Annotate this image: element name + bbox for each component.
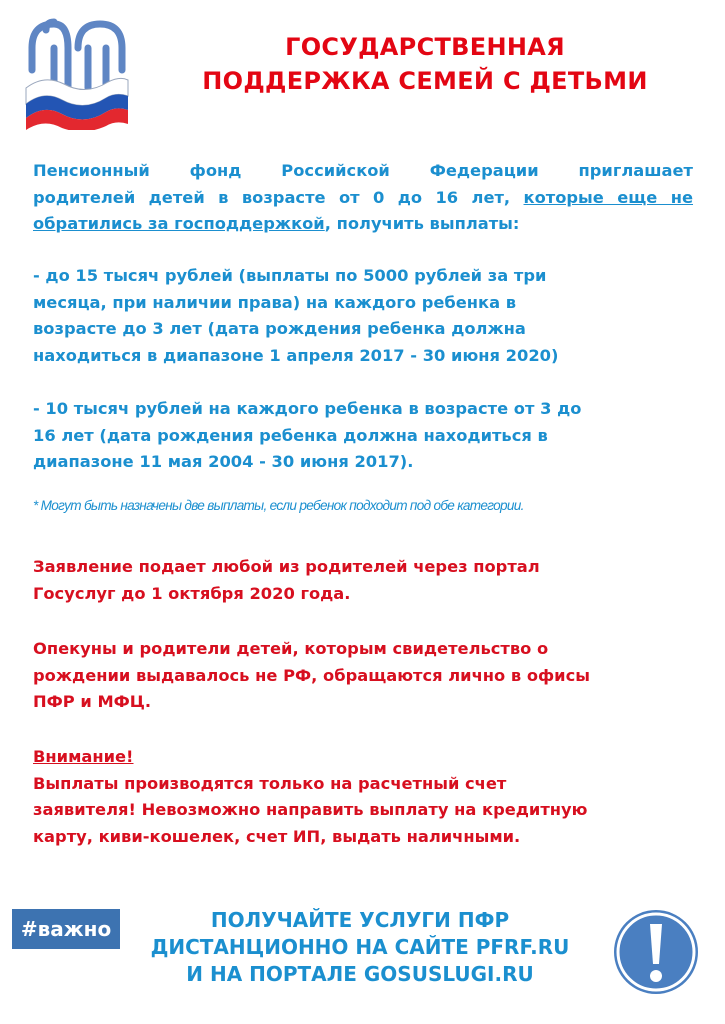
- footer-line: ПОЛУЧАЙТЕ УСЛУГИ ПФР: [210, 908, 510, 932]
- pfr-logo-icon: [24, 18, 134, 130]
- footnote: * Могут быть назначены две выплаты, если ребенок подходит под обе категории.: [33, 498, 524, 513]
- intro-line-2: [33, 185, 693, 212]
- attention-paragraph: [33, 744, 693, 851]
- page-title: [130, 30, 720, 98]
- benefit-1-line: - до 15 тысяч рублей (выплаты по 5000 рублей за три: [33, 266, 547, 285]
- title-line-1: ГОСУДАРСТВЕННАЯ: [285, 33, 565, 61]
- benefit-item-2: [33, 396, 693, 476]
- footer-callout: [130, 907, 590, 988]
- guardians-line: рождении выдавалось не РФ, обращаются лично в офисы: [33, 665, 590, 685]
- intro-link-part-1: которые еще не: [523, 187, 693, 207]
- benefit-2-line: 16 лет (дата рождения ребенка должна находиться в: [33, 425, 548, 445]
- benefit-1-line: возрасте до 3 лет (дата рождения ребенка должна: [33, 319, 526, 339]
- benefit-1-line: находиться в диапазоне 1 апреля 2017 - 30 июня 2020): [33, 346, 559, 366]
- guardians-paragraph: [33, 636, 693, 716]
- benefit-1-line: месяца, при наличии права) на каждого ребенка в: [33, 292, 517, 312]
- benefit-2-line: - 10 тысяч рублей на каждого ребенка в возрасте от 3 до: [33, 399, 582, 418]
- intro-paragraph: [33, 158, 693, 238]
- hashtag-badge: #важно: [12, 909, 120, 949]
- intro-link-part-2: обратились за господдержкой: [33, 214, 325, 234]
- footer-line: И НА ПОРТАЛЕ GOSUSLUGI.RU: [186, 962, 534, 986]
- footer-line: ДИСТАНЦИОННО НА САЙТЕ PFRF.RU: [150, 935, 570, 959]
- attention-line: Выплаты производятся только на расчетный счет: [33, 773, 507, 793]
- application-line: Госуслуг до 1 октября 2020 года.: [33, 583, 351, 603]
- intro-line-3: [33, 211, 693, 238]
- attention-line: карту, киви-кошелек, счет ИП, выдать наличными.: [33, 827, 521, 847]
- application-paragraph: [33, 554, 693, 607]
- exclamation-icon: [612, 908, 700, 996]
- application-line: Заявление подает любой из родителей через портал: [33, 557, 540, 576]
- intro-text: родителей детей в возрасте от 0 до 16 лет,: [33, 187, 524, 207]
- attention-line: заявителя! Невозможно направить выплату на кредитную: [33, 800, 588, 820]
- intro-line-1: Пенсионный фонд Российской Федерации приглашает: [33, 161, 693, 180]
- benefit-item-1: [33, 263, 693, 370]
- title-line-2: ПОДДЕРЖКА СЕМЕЙ С ДЕТЬМИ: [202, 67, 648, 95]
- benefit-2-line: диапазоне 11 мая 2004 - 30 июня 2017).: [33, 452, 414, 472]
- intro-text-end: , получить выплаты:: [324, 214, 520, 234]
- guardians-line: Опекуны и родители детей, которым свидетельство о: [33, 639, 549, 658]
- attention-heading: Внимание!: [33, 747, 134, 766]
- guardians-line: ПФР и МФЦ.: [33, 692, 152, 712]
